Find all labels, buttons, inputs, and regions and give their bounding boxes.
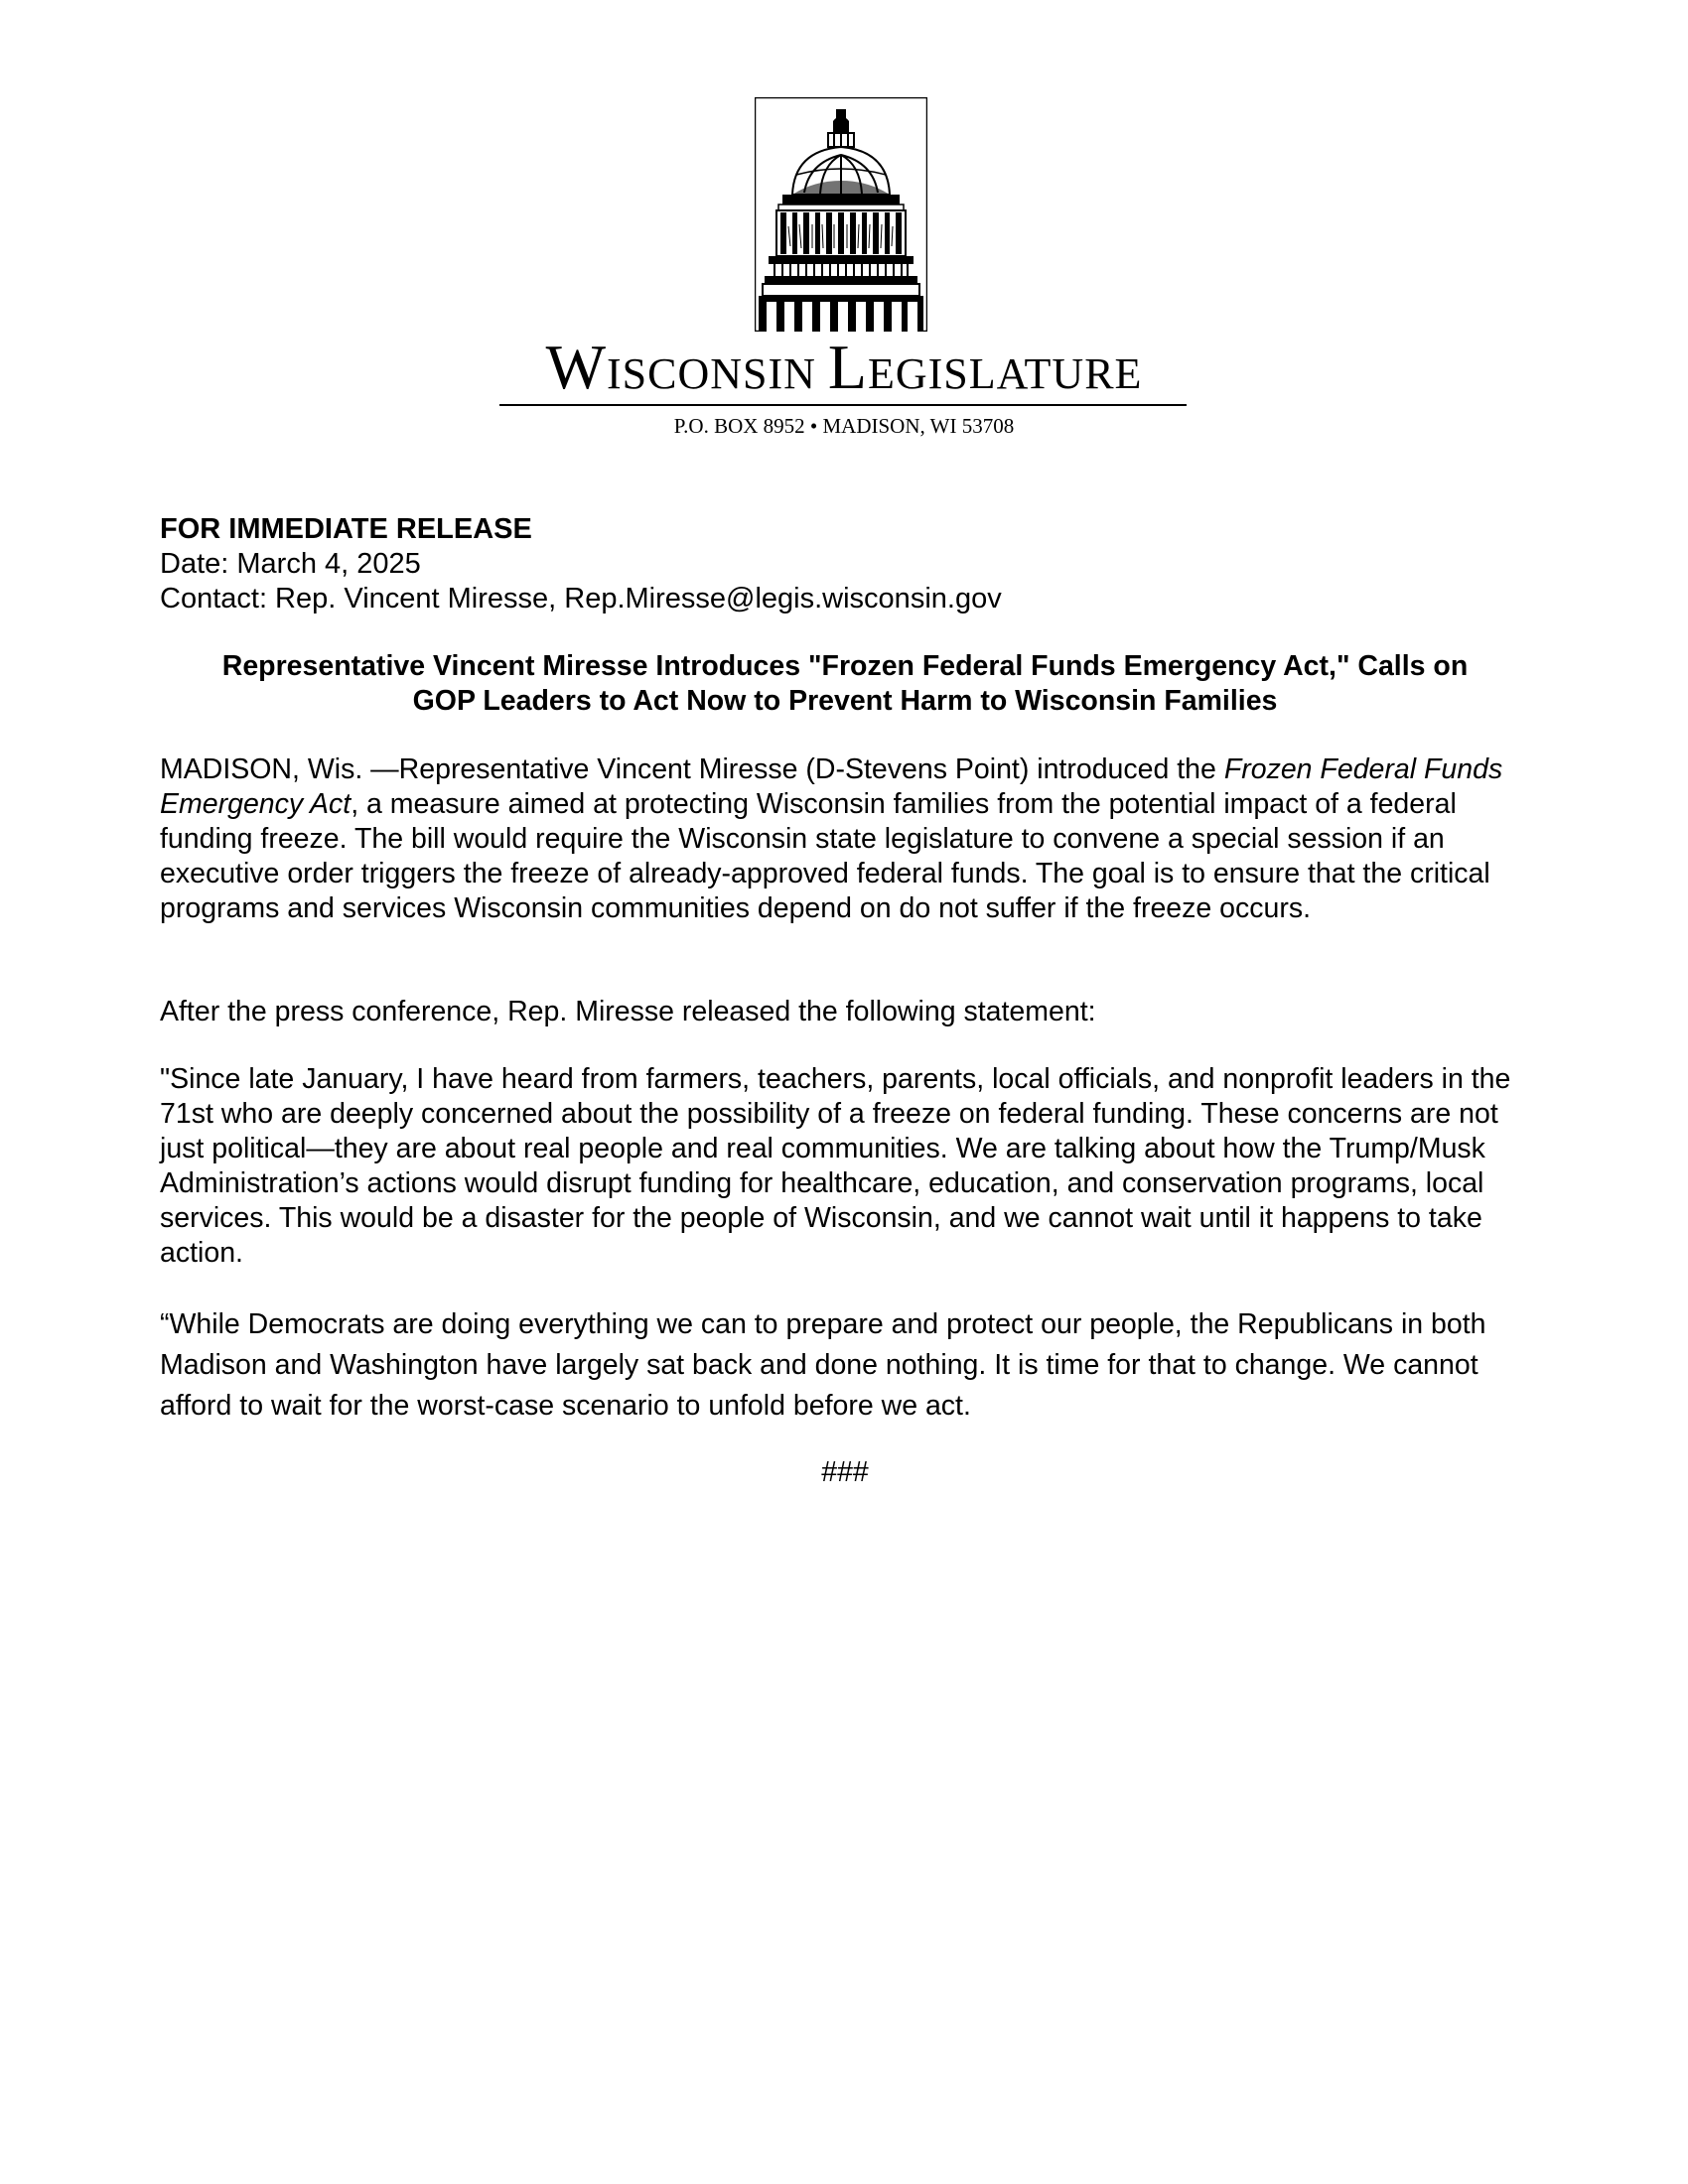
act-title: Frozen Federal Funds Emergency Act — [160, 753, 1503, 820]
statement-paragraph-2: “While Democrats are doing everything we can to prepare and protect our people, the Republicans in both Madison and Washington have largely sat back and done nothing. It is time for that to change. We cannot afford to wait for the worst-case scenario to unfold before we act. — [160, 1308, 1486, 1422]
letterhead-rule — [499, 404, 1187, 406]
wordmark-rest-isconsin: ISCONSIN — [606, 349, 816, 398]
headline-line-2: GOP Leaders to Act Now to Prevent Harm to Wisconsin Families — [412, 685, 1278, 717]
paragraph-1-rest: , a measure aimed at protecting Wisconsin families from the potential impact of a federal funding freeze. The bill would require the Wisconsin state legislature to convene a special session if an executive order triggers the freeze of already-approved federal funds. The goal is to ensure that the critical programs and services Wisconsin communities depend on do not suffer if the freeze occurs. — [160, 788, 1490, 924]
letterhead — [496, 97, 1192, 445]
wordmark-rest-egislature: EGISLATURE — [867, 349, 1143, 398]
end-mark: ### — [821, 1456, 869, 1488]
body-paragraph-2: After the press conference, Rep. Miresse released the following statement: — [160, 996, 1096, 1027]
body-paragraph-1 — [160, 752, 1530, 926]
headline-line-1: Representative Vincent Miresse Introduces "Frozen Federal Funds Emergency Act," Calls on — [221, 650, 1469, 682]
release-date: Date: March 4, 2025 — [160, 548, 421, 580]
wordmark-initial-l: L — [827, 332, 868, 402]
release-contact: Contact: Rep. Vincent Miresse, Rep.Miresse@legis.wisconsin.gov — [160, 583, 1002, 614]
capitol-dome-icon — [755, 97, 927, 332]
wordmark-initial-w: W — [545, 332, 607, 402]
paragraph-1-lead: MADISON, Wis. —Representative Vincent Miresse (D-Stevens Point) introduced the — [160, 753, 1224, 785]
release-label: FOR IMMEDIATE RELEASE — [160, 513, 532, 545]
letterhead-address: P.O. BOX 8952 • MADISON, WI 53708 — [673, 414, 1015, 438]
legislature-wordmark — [496, 332, 1192, 404]
press-release-headline — [160, 649, 1530, 719]
statement-paragraph-1: "Since late January, I have heard from farmers, teachers, parents, local officials, and nonprofit leaders in the 71st who are deeply concerned about the possibility of a freeze on federal funding. These concerns are not just political—they are about real people and real communities. We are talking about how the Trump/Musk Administration’s actions would disrupt funding for healthcare, education, and conservation programs, local services. This would be a disaster for the people of Wisconsin, and we cannot wait until it happens to take action. — [160, 1063, 1511, 1269]
